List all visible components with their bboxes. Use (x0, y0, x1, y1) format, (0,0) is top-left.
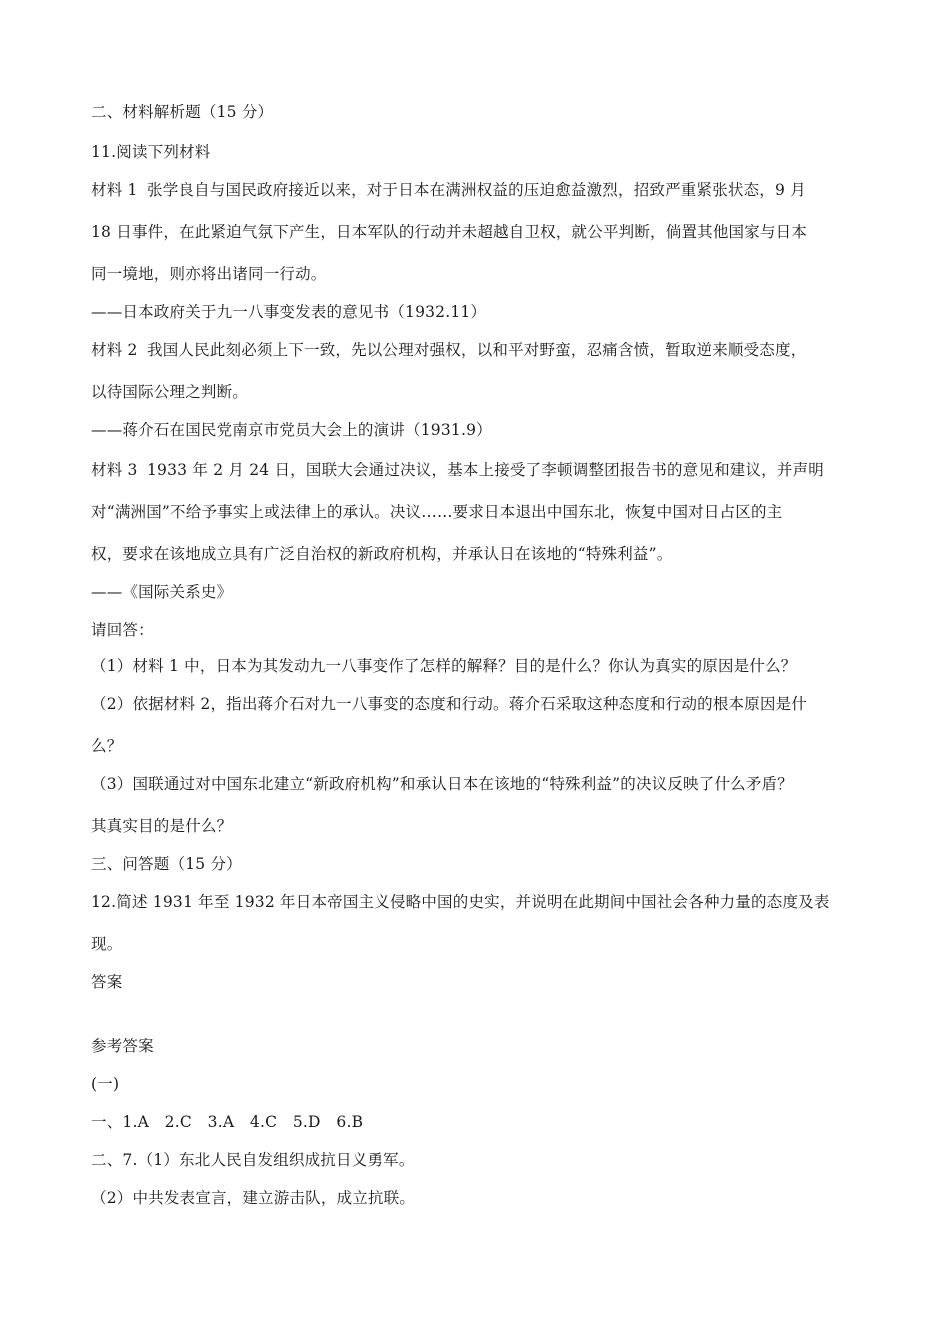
multiple-choice-answers: 一、1.A 2.C 3.A 4.C 5.D 6.B (91, 1113, 364, 1131)
material-3-line-2: 对“满洲国”不给予事实上或法律上的承认。决议……要求日本退出中国东北，恢复中国对日占区的主 (91, 503, 783, 521)
question-12-line-1: 12.简述 1931 年至 1932 年日本帝国主义侵略中国的史实，并说明在此期间中国社会各种力量的态度及表 (91, 893, 830, 911)
material-1-label: 材料 1 (91, 181, 138, 199)
material-3-line-1: 材料 3 1933 年 2 月 24 日，国联大会通过决议，基本上接受了李顿调整团报告书的意见和建议，并声明 (91, 461, 824, 479)
answer-heading: 答案 (91, 973, 123, 991)
section3-title: 三、问答题（15 分） (91, 855, 242, 873)
material-3-label: 材料 3 (91, 461, 138, 479)
material-1-line-1: 材料 1 张学良自与国民政府接近以来，对于日本在满洲权益的压迫愈益激烈，招致严重紧张状态，9 月 (91, 181, 806, 199)
material-2-line-2: 以待国际公理之判断。 (91, 383, 249, 401)
question-11-intro: 11.阅读下列材料 (91, 143, 211, 161)
subquestion-2-line-1: （2）依据材料 2，指出蒋介石对九一八事变的态度和行动。蒋介石采取这种态度和行动的根本原因是什 (91, 695, 808, 713)
subquestion-3-line-1: （3）国联通过对中国东北建立“新政府机构”和承认日本在该地的“特殊利益”的决议反映了什么矛盾？ (91, 775, 793, 793)
material-1-line-2: 18 日事件，在此紧迫气氛下产生，日本军队的行动并未超越自卫权，就公平判断，倘置其他国家与日本 (91, 223, 808, 241)
part-one-label: (一) (91, 1075, 120, 1093)
material-1-line-3: 同一境地，则亦将出诸同一行动。 (91, 265, 327, 283)
material-3-line-3: 权，要求在该地成立具有广泛自治权的新政府机构，并承认日在该地的“特殊利益”。 (91, 545, 673, 563)
material-2-line-1: 材料 2 我国人民此刻必须上下一致，先以公理对强权，以和平对野蛮，忍痛含愤，暂取逆来顺受态度， (91, 341, 807, 359)
section2-title: 二、材料解析题（15 分） (91, 103, 274, 121)
answer-7-part-2: （2）中共发表宣言，建立游击队，成立抗联。 (91, 1189, 416, 1207)
question-12-line-2: 现。 (91, 935, 123, 953)
material-2-label: 材料 2 (91, 341, 138, 359)
material-1-source: ——日本政府关于九一八事变发表的意见书（1932.11） (91, 303, 487, 321)
subquestion-3-line-2: 其真实目的是什么？ (91, 817, 233, 835)
answer-7-part-1: 二、7.（1）东北人民自发组织成抗日义勇军。 (91, 1151, 415, 1169)
material-2-source: ——蒋介石在国民党南京市党员大会上的演讲（1931.9） (91, 421, 492, 439)
please-answer: 请回答： (91, 621, 154, 639)
reference-answer-heading: 参考答案 (91, 1037, 154, 1055)
subquestion-1: （1）材料 1 中，日本为其发动九一八事变作了怎样的解释？目的是什么？你认为真实的原因是什么？ (91, 657, 797, 675)
subquestion-2-line-2: 么？ (91, 737, 123, 755)
material-3-source: ——《国际关系史》 (91, 583, 233, 601)
